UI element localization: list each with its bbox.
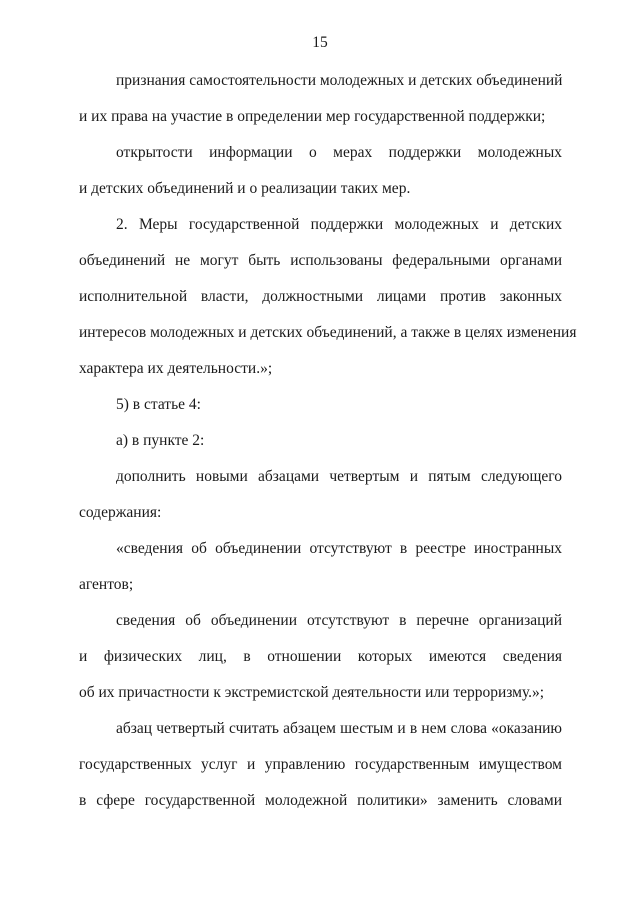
- text-line: и их права на участие в определении мер государственной поддержки;: [79, 108, 546, 125]
- text-line: государственных услуг и управлению государственным имуществом: [79, 756, 562, 773]
- text-line: агентов;: [79, 576, 134, 593]
- text-line: 2. Меры государственной поддержки молодежных и детских: [116, 216, 562, 233]
- text-line: интересов молодежных и детских объединений, а также в целях изменения: [79, 324, 577, 341]
- text-line: дополнить новыми абзацами четвертым и пятым следующего: [116, 468, 562, 485]
- text-line: сведения об объединении отсутствуют в перечне организаций: [116, 612, 562, 629]
- text-line: исполнительной власти, должностными лицами против законных: [79, 288, 562, 305]
- text-line: характера их деятельности.»;: [79, 360, 273, 377]
- text-line: содержания:: [79, 504, 162, 521]
- text-line: абзац четвертый считать абзацем шестым и в нем слова «оказанию: [116, 720, 562, 737]
- page-number: 15: [312, 34, 328, 51]
- text-line: 5) в статье 4:: [116, 396, 201, 413]
- text-line: и детских объединений и о реализации таких мер.: [79, 180, 411, 197]
- text-line: признания самостоятельности молодежных и детских объединений: [116, 72, 563, 89]
- text-line: и физических лиц, в отношении которых имеются сведения: [79, 648, 562, 665]
- text-line: открытости информации о мерах поддержки молодежных: [116, 144, 562, 161]
- text-line: а) в пункте 2:: [116, 432, 205, 449]
- text-line: объединений не могут быть использованы федеральными органами: [79, 252, 562, 269]
- text-line: об их причастности к экстремистской деятельности или терроризму.»;: [79, 684, 545, 701]
- text-line: «сведения об объединении отсутствуют в реестре иностранных: [116, 540, 562, 557]
- text-line: в сфере государственной молодежной политики» заменить словами: [79, 792, 562, 809]
